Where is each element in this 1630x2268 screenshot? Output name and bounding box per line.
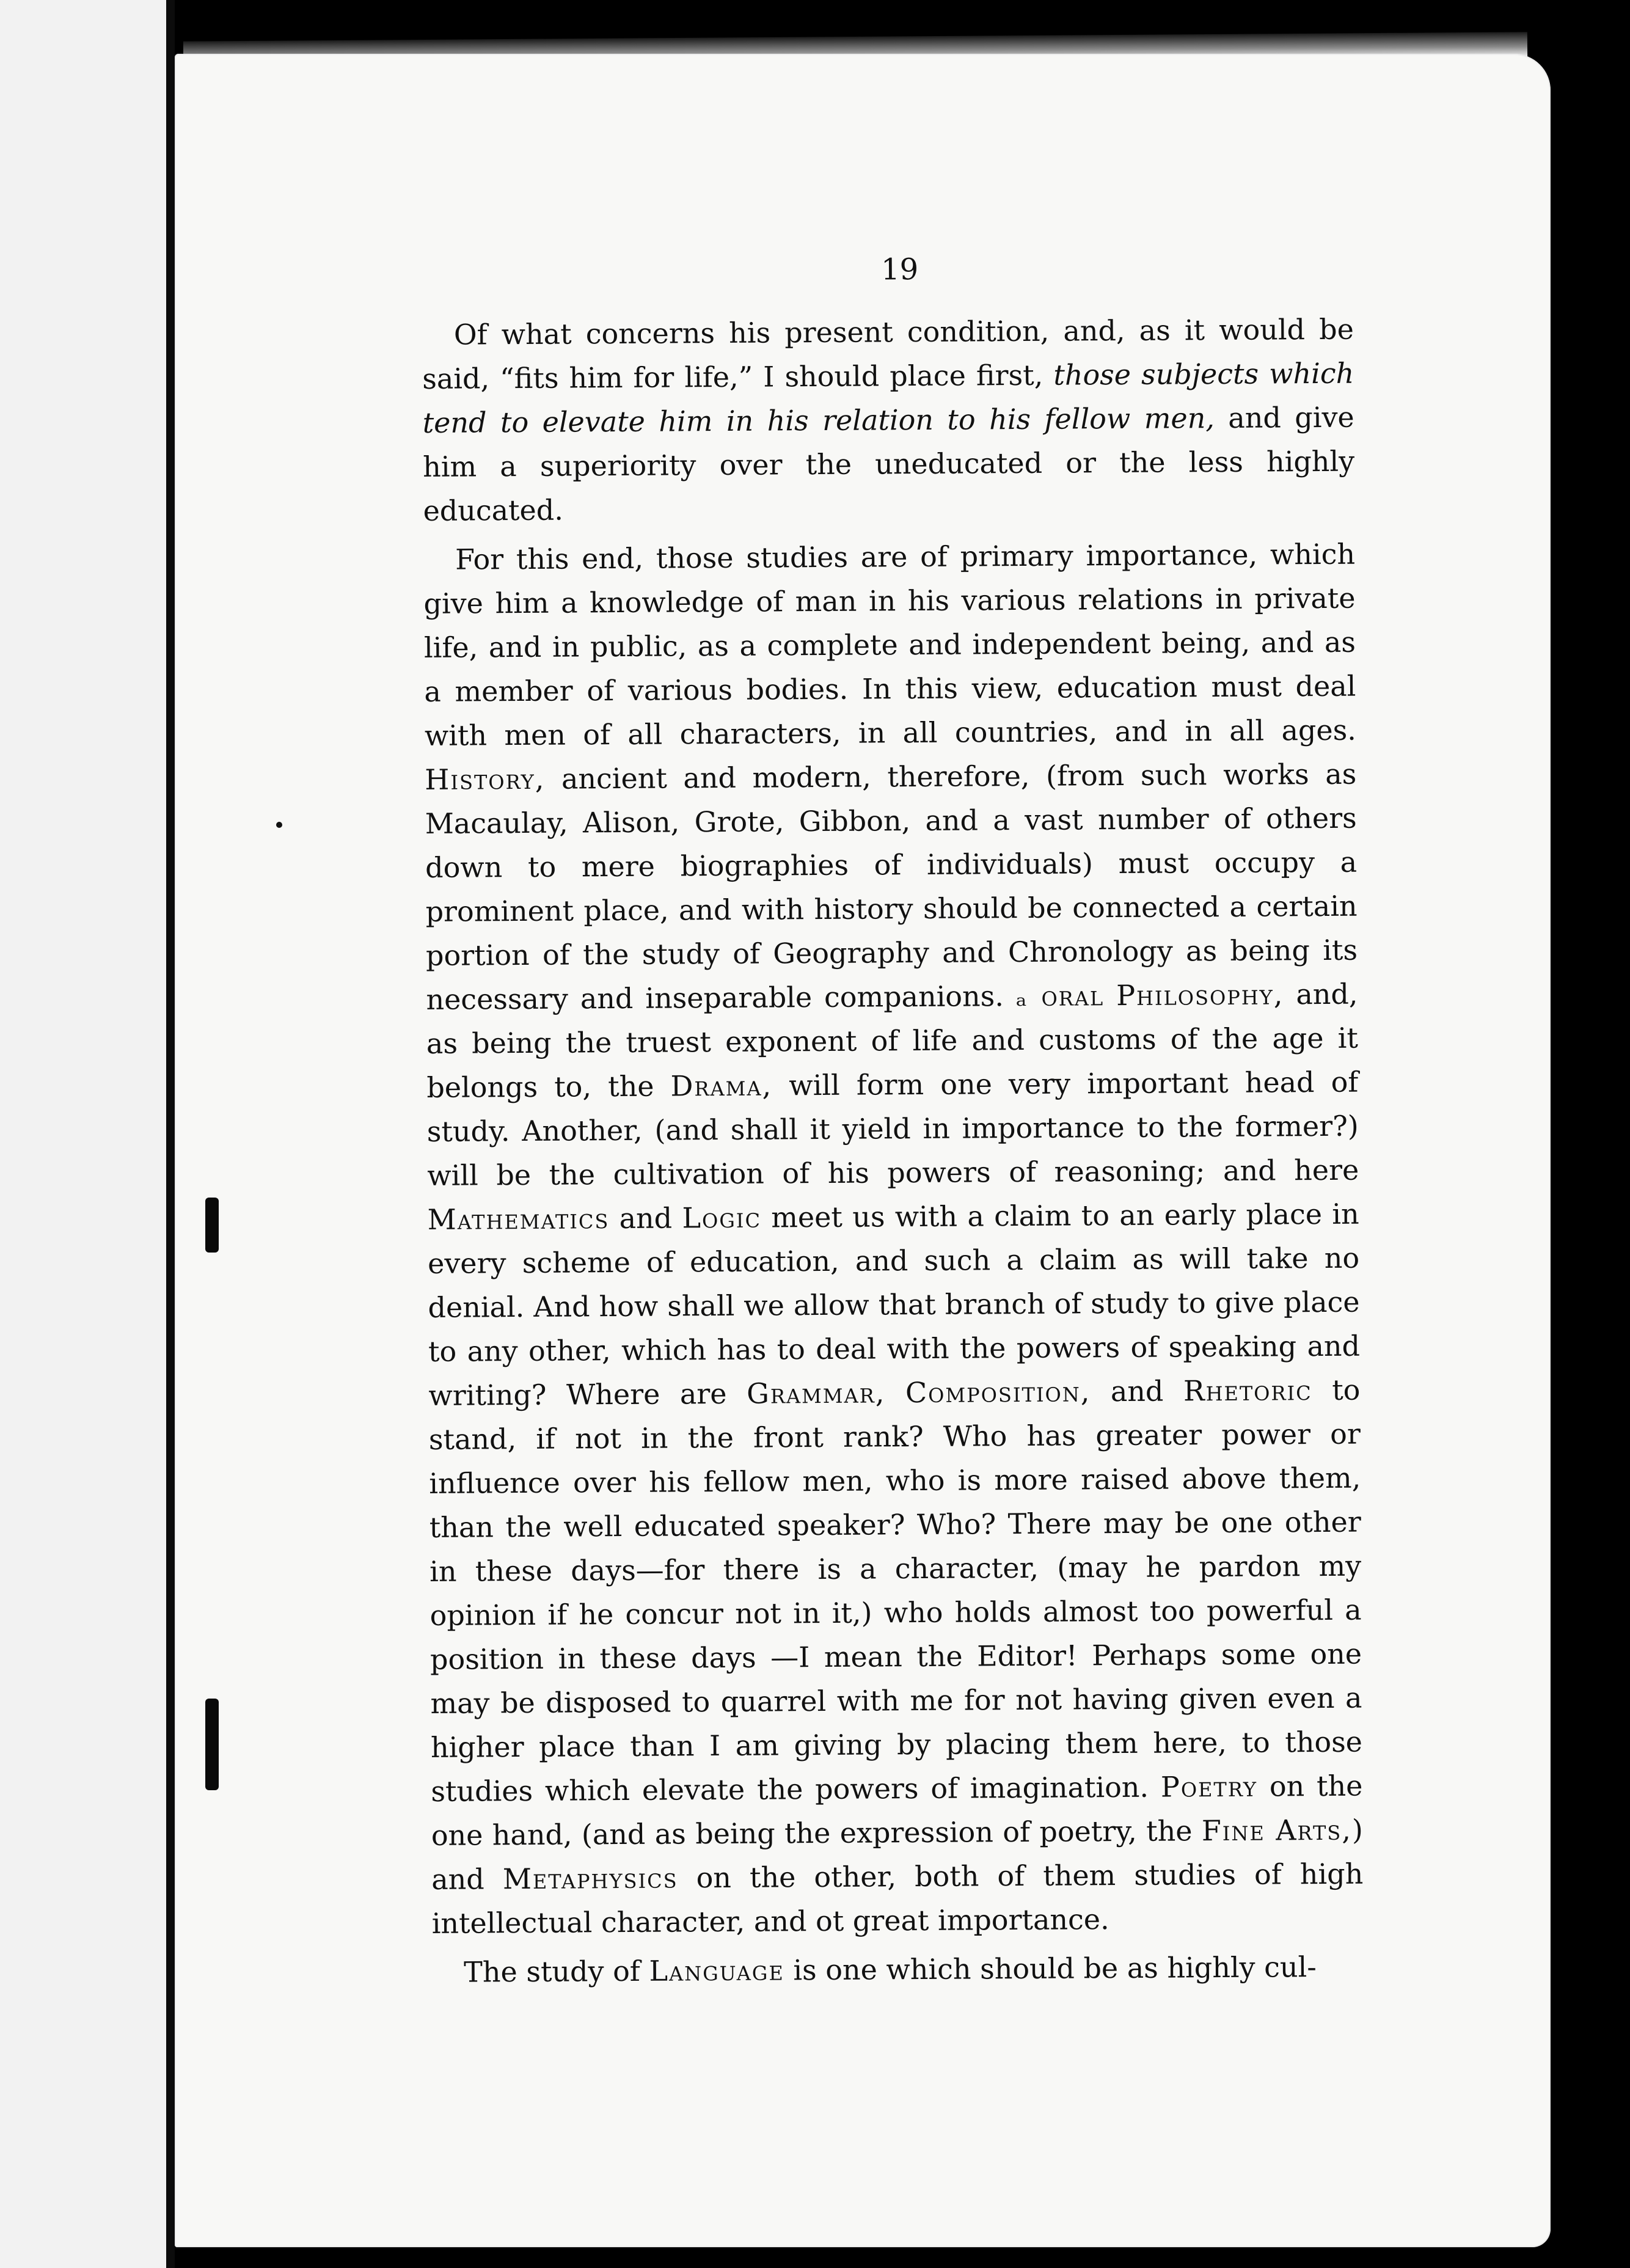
text-run: The study of <box>464 1954 649 1989</box>
paragraph <box>432 1945 1364 1994</box>
term-rhetoric: Rhetoric <box>1183 1374 1312 1408</box>
page-number: 19 <box>880 252 919 287</box>
italic-phrase: those subjects which tend to elevate him in his relation to his fellow men, <box>422 356 1354 439</box>
term-language: Language <box>649 1953 784 1988</box>
term-logic: Logic <box>682 1201 762 1235</box>
text-run: and, as being the truest exponent of life and customs of the age it belongs to, the <box>426 977 1359 1104</box>
text-run: For this end, those studies are of primary importance, which give him a knowledge of man in his various relations in private life, and in public, as a complete and independent being, and as a member of various bodies. In this view, education must deal with men of all characters, in all countries, and in all ages. <box>423 537 1356 752</box>
term-history: History, <box>425 762 546 796</box>
binding-mark <box>205 1699 219 1790</box>
term-grammar: Grammar, <box>746 1376 886 1410</box>
text-run: will form one very important head of study. Another, (and shall it yield in importance to the former?) will be the cultivation of his powers of reasoning; and here <box>426 1065 1359 1192</box>
text-run: and <box>609 1201 682 1235</box>
page-text <box>422 245 1364 1999</box>
term-moral-fragment: ₐ oral <box>1015 979 1105 1013</box>
text-run: is one which should be as highly cul- <box>784 1950 1317 1987</box>
text-run: ancient and modern, therefore, (from such works as Macaulay, Alison, Grote, Gibbon, and a vast number of others down to mere biographies of individuals) must occupy a prominent place, and with history should be connected a certain portion of the study of Geography and Chronology as being its necessary and inseparable companions. <box>425 757 1358 1016</box>
term-poetry: Poetry <box>1160 1769 1258 1804</box>
text-run: Of what concerns his present condition, and, as it would be said, “fits him for life,” I should place first, <box>422 312 1354 395</box>
term-metaphysics: Metaphysics <box>502 1861 678 1896</box>
text-run: and <box>1091 1374 1184 1408</box>
text-run: meet us with a claim to an early place in every scheme of education, and such a claim as will take no denial. And how shall we allow that branch of study to give place to any other, which has to deal with the powers of speaking and writing? Where are <box>427 1197 1361 1412</box>
text-run: and give him a superiority over the uneducated or the less highly educated. <box>422 400 1355 527</box>
term-fine-arts: Fine Arts, <box>1201 1813 1353 1848</box>
facing-page-edge <box>0 0 175 2268</box>
paragraph <box>423 532 1364 1945</box>
text-run: ) and <box>431 1813 1363 1896</box>
term-drama: Drama, <box>670 1069 773 1103</box>
term-philosophy: Philosophy, <box>1116 978 1284 1012</box>
text-run: on the one hand, (and as being the expression of poetry, the <box>431 1769 1363 1852</box>
text-run: to stand, if not in the front rank? Who has greater power or influence over his fellow men, who is more raised above them, than the well educated speaker? Who? There may be one other in these days—for there is a character, (may he pardon my opinion if he concur not in it,) who holds almost too powerful a position in these days —I mean the Editor! Perhaps some one may be disposed to quarrel with me for not having given even a higher place than I am giving by placing them here, to those studies which elevate the powers of imagination. <box>428 1373 1363 1808</box>
term-mathematics: Mathematics <box>427 1202 610 1236</box>
text-run: on the other, both of them studies of high intellectual character, and ot great importance. <box>431 1857 1364 1940</box>
paragraph <box>422 307 1355 533</box>
term-composition: Composition, <box>905 1375 1091 1410</box>
ink-speck <box>276 822 282 828</box>
binding-mark <box>205 1198 219 1253</box>
